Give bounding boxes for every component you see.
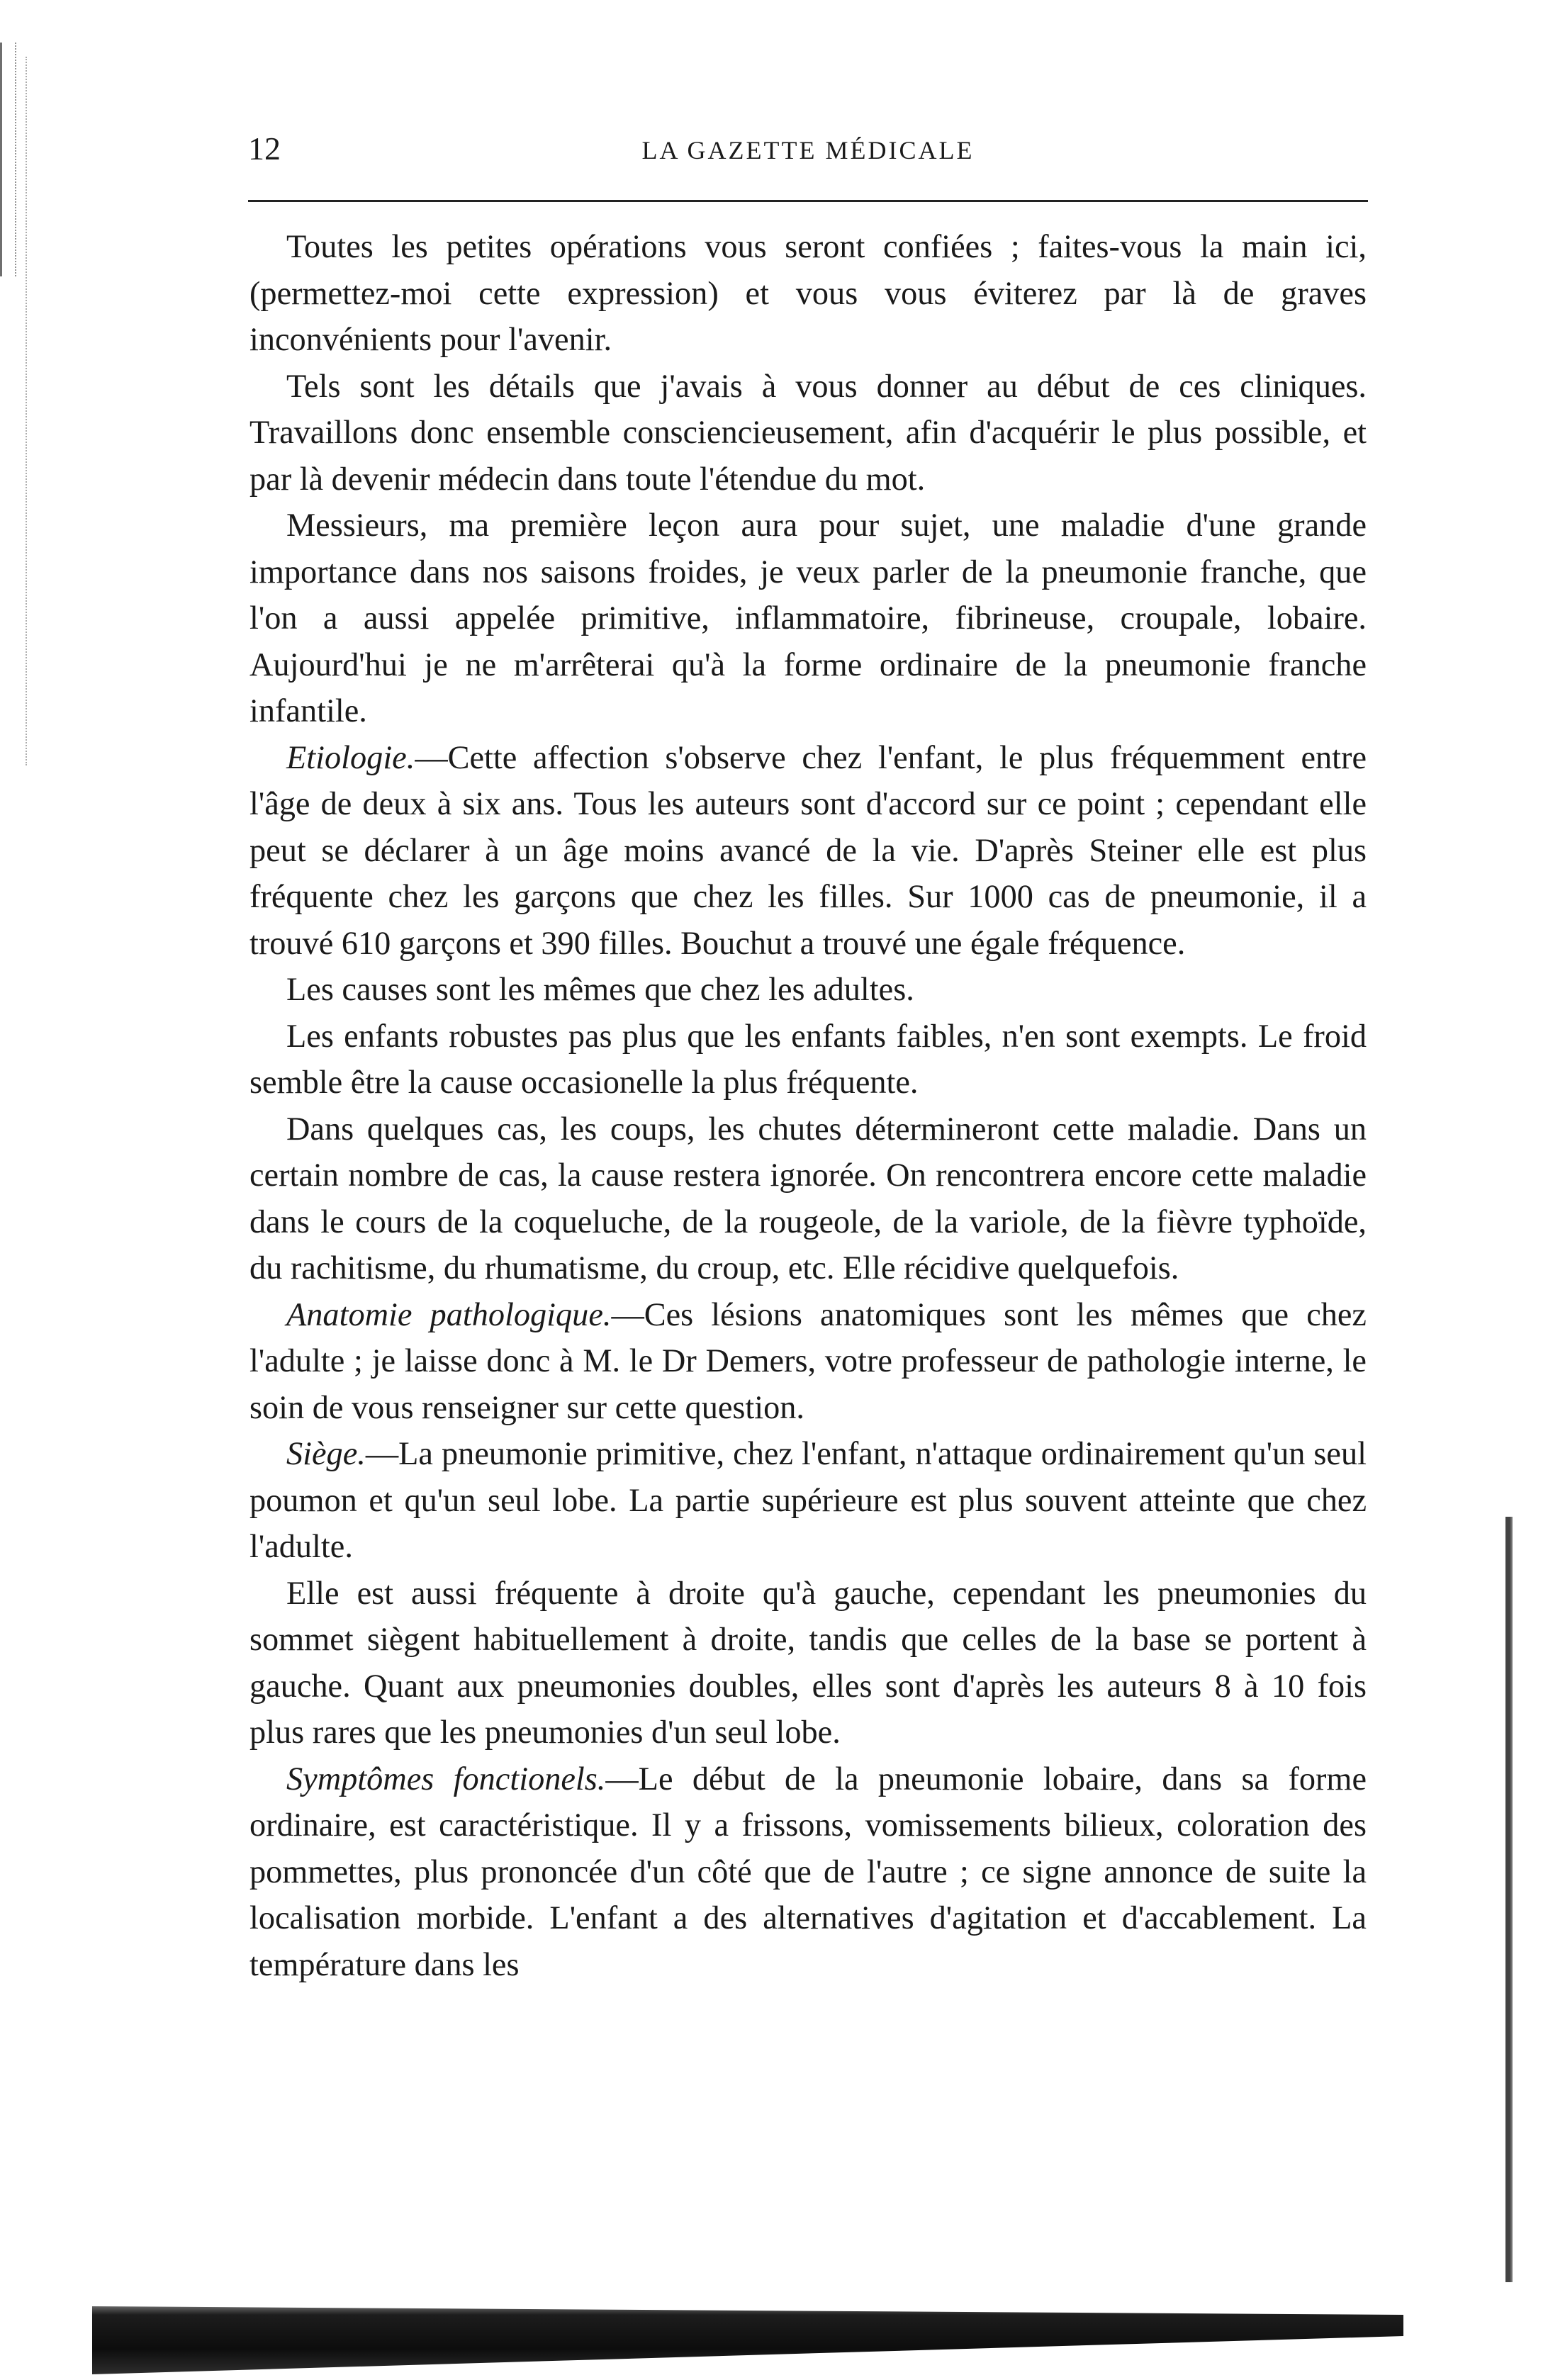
header-rule xyxy=(248,200,1368,202)
paragraph-text: Tels sont les détails que j'avais à vous donner au début de ces cliniques. Travaillons donc ensemble consciencieusement, afin d'acquérir le plus possible, et par là devenir médecin dans toute l'étendue du mot. xyxy=(249,368,1367,498)
paragraph-text: —Ces lésions anatomiques sont les mêmes que chez l'adulte ; je laisse donc à M. le Dr Demers, votre professeur de pathologie interne, le soin de vous renseigner sur cette question. xyxy=(249,1296,1367,1426)
paragraph-text: —La pneumonie primitive, chez l'enfant, n'attaque ordinairement qu'un seul poumon et qu'un seul lobe. La partie supérieure est plus souvent atteinte que chez l'adulte. xyxy=(249,1436,1367,1565)
paragraph-text: —Cette affection s'observe chez l'enfant, le plus fréquemment entre l'âge de deux à six ans. Tous les auteurs sont d'accord sur ce point ; cependant elle peut se déclarer à un âge moins avancé de la vie. D'après Steiner elle est plus fréquente chez les garçons que chez les filles. Sur 1000 cas de pneumonie, il a trouvé 610 garçons et 390 filles. Bouchut a trouvé une égale fréquence. xyxy=(249,739,1367,962)
paragraph-text: Les enfants robustes pas plus que les enfants faibles, n'en sont exempts. Le froid semble être la cause occasionelle la plus fréquente. xyxy=(249,1018,1367,1101)
paragraph xyxy=(249,1571,1367,1756)
scan-edge-bottom xyxy=(92,2289,1403,2374)
scan-edge-left xyxy=(0,43,16,276)
paragraph xyxy=(249,364,1367,503)
paragraph xyxy=(249,967,1367,1014)
body-text xyxy=(249,224,1367,1988)
paragraph-text: Elle est aussi fréquente à droite qu'à gauche, cependant les pneumonies du sommet siègent habituellement à droite, tandis que celles de la base se portent à gauche. Quant aux pneumonies doubles, elles sont d'après les auteurs 8 à 10 fois plus rares que les pneumonies d'un seul lobe. xyxy=(249,1575,1367,1751)
paragraph-lead: Siège. xyxy=(286,1436,366,1472)
paragraph-lead: Etiologie. xyxy=(286,739,415,776)
paragraph xyxy=(249,1431,1367,1571)
paragraph-lead: Symptômes fonctionels. xyxy=(286,1761,606,1797)
page-number: 12 xyxy=(248,130,281,167)
paragraph-text: Dans quelques cas, les coups, les chutes détermineront cette maladie. Dans un certain nombre de cas, la cause restera ignorée. On rencontrera encore cette maladie dans le cours de la coqueluche, de la rougeole, de la variole, de la fièvre typhoïde, du rachitisme, du rhumatisme, du croup, etc. Elle récidive quelquefois. xyxy=(249,1111,1367,1286)
paragraph-text: —Le début de la pneumonie lobaire, dans sa forme ordinaire, est caractéristique. Il y a frissons, vomissements bilieux, coloration des pommettes, plus prononcée d'un côté que de l'autre ; ce signe annonce de suite la localisation morbide. L'enfant a des alternatives d'agitation et d'accablement. La température dans les xyxy=(249,1761,1367,1983)
paragraph xyxy=(249,1756,1367,1989)
paragraph xyxy=(249,1106,1367,1292)
paragraph-text: Messieurs, ma première leçon aura pour sujet, une maladie d'une grande importance dans nos saisons froides, je veux parler de la pneumonie franche, que l'on a aussi appelée primitive, inflammatoire, fibrineuse, croupale, lobaire. Aujourd'hui je ne m'arrêterai qu'à la forme ordinaire de la pneumonie franche infantile. xyxy=(249,507,1367,729)
paragraph-lead: Anatomie pathologique. xyxy=(286,1296,612,1333)
paragraph-text: Toutes les petites opérations vous seront confiées ; faites-vous la main ici, (permettez-moi cette expression) et vous vous éviterez par là de graves inconvénients pour l'avenir. xyxy=(249,229,1367,358)
paragraph xyxy=(249,735,1367,967)
paragraph xyxy=(249,1292,1367,1432)
paragraph xyxy=(249,1014,1367,1106)
scan-edge-left-dots xyxy=(26,57,30,765)
page-header xyxy=(248,128,1368,170)
scan-edge-right xyxy=(1505,1517,1513,2282)
paragraph xyxy=(249,224,1367,364)
paragraph-text: Les causes sont les mêmes que chez les adultes. xyxy=(286,972,914,1008)
paragraph xyxy=(249,503,1367,735)
running-title: LA GAZETTE MÉDICALE xyxy=(641,136,975,164)
